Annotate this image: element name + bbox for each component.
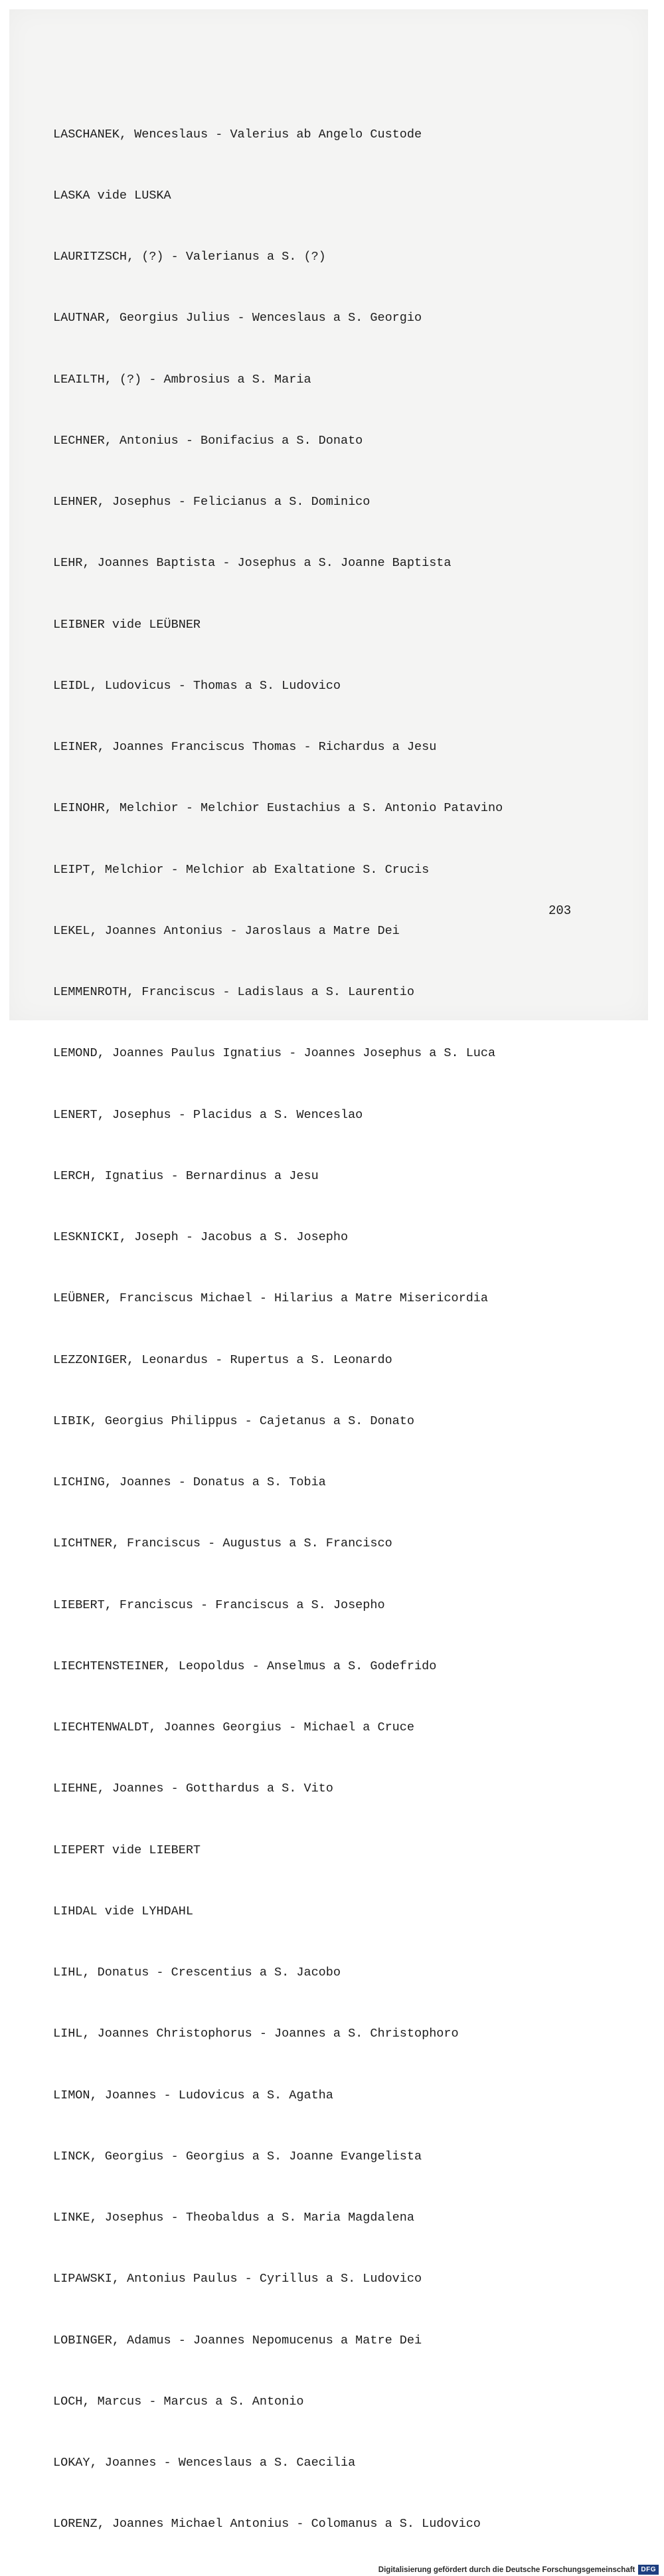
register-entry: LIBIK, Georgius Philippus - Cajetanus a S. Donato [53,1414,414,1428]
register-entry: LIMON, Joannes - Ludovicus a S. Agatha [53,2088,333,2102]
register-entry: LICHTNER, Franciscus - Augustus a S. Francisco [53,1536,392,1551]
register-entry: LASCHANEK, Wenceslaus - Valerius ab Angelo Custode [53,127,422,141]
register-entry: LINKE, Josephus - Theobaldus a S. Maria Magdalena [53,2211,414,2225]
dfg-logo-icon: DFG [638,2565,659,2575]
register-entry: LAURITZSCH, (?) - Valerianus a S. (?) [53,250,326,264]
document-page [9,9,648,2531]
register-entry: LIEHNE, Joannes - Gotthardus a S. Vito [53,1782,333,1796]
register-entry: LERCH, Ignatius - Bernardinus a Jesu [53,1168,319,1183]
register-entry: LASKA vide LUSKA [53,188,171,203]
register-entry: LIPAWSKI, Antonius Paulus - Cyrillus a S. Ludovico [53,2272,422,2286]
register-entry: LIEPERT vide LIEBERT [53,1843,201,1857]
register-entry: LIECHTENSTEINER, Leopoldus - Anselmus a S. Godefrido [53,1659,437,1673]
register-entry: LIECHTENWALDT, Joannes Georgius - Michael a Cruce [53,1720,414,1734]
register-entry: LEINOHR, Melchior - Melchior Eustachius a S. Antonio Patavino [53,801,503,816]
register-entry: LIHDAL vide LYHDAHL [53,1904,193,1918]
register-entry: LOBINGER, Adamus - Joannes Nepomucenus a Matre Dei [53,2333,422,2347]
register-entry: LAUTNAR, Georgius Julius - Wenceslaus a S. Georgio [53,311,422,325]
register-entry: LEKEL, Joannes Antonius - Jaroslaus a Matre Dei [53,923,400,938]
register-entry: LEMOND, Joannes Paulus Ignatius - Joannes Josephus a S. Luca [53,1046,496,1061]
register-entry: LOKAY, Joannes - Wenceslaus a S. Caecilia [53,2456,356,2470]
register-entry: LEMMENROTH, Franciscus - Ladislaus a S. Laurentio [53,985,414,999]
register-entry: LECHNER, Antonius - Bonifacius a S. Donato [53,433,363,448]
register-entry: LEÜBNER, Franciscus Michael - Hilarius a Matre Misericordia [53,1291,489,1306]
register-entry: LEINER, Joannes Franciscus Thomas - Richardus a Jesu [53,740,437,754]
register-entry: LOCH, Marcus - Marcus a S. Antonio [53,2394,304,2409]
register-entry: LICHING, Joannes - Donatus a S. Tobia [53,1475,326,1489]
register-entry: LEHR, Joannes Baptista - Josephus a S. Joanne Baptista [53,556,452,571]
register-entry: LEIPT, Melchior - Melchior ab Exaltatione S. Crucis [53,862,430,877]
register-entry: LEAILTH, (?) - Ambrosius a S. Maria [53,372,311,387]
register-entry: LESKNICKI, Joseph - Jacobus a S. Josepho [53,1230,349,1244]
register-entry: LIHL, Joannes Christophorus - Joannes a S. Christophoro [53,2027,459,2041]
digitization-footer [378,2565,659,2575]
register-entry: LORENZ, Joannes Michael Antonius - Colomanus a S. Ludovico [53,2517,481,2531]
footer-credit-text: Digitalisierung gefördert durch die Deutsche Forschungsgemeinschaft [378,2565,635,2574]
register-entry-list [53,84,611,2576]
page-number: 203 [548,903,572,918]
register-entry: LIHL, Donatus - Crescentius a S. Jacobo [53,1966,341,1979]
register-entry: LEZZONIGER, Leonardus - Rupertus a S. Leonardo [53,1352,392,1367]
register-entry: LEIDL, Ludovicus - Thomas a S. Ludovico [53,678,341,693]
register-entry: LINCK, Georgius - Georgius a S. Joanne Evangelista [53,2149,422,2163]
register-entry: LEHNER, Josephus - Felicianus a S. Dominico [53,495,371,509]
register-entry: LENERT, Josephus - Placidus a S. Wenceslao [53,1107,363,1122]
register-entry: LIEBERT, Franciscus - Franciscus a S. Josepho [53,1598,385,1612]
register-entry: LEIBNER vide LEÜBNER [53,617,201,632]
